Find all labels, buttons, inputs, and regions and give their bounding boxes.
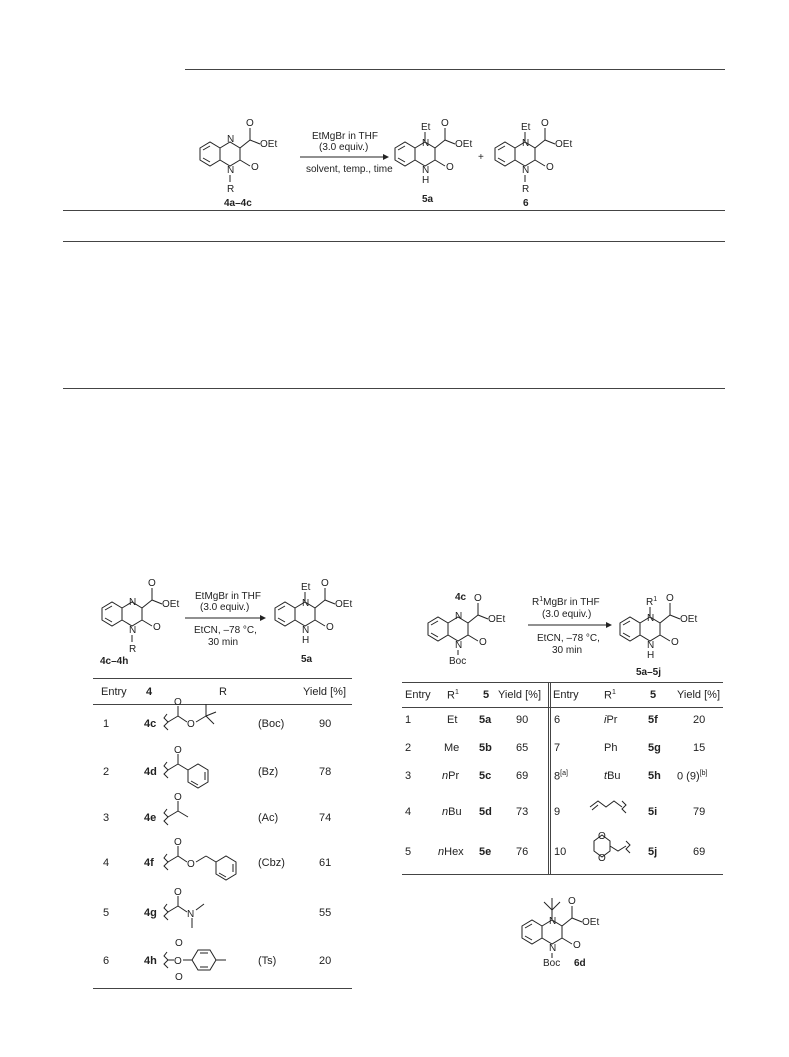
- svg-text:OEt: OEt: [555, 139, 573, 150]
- svg-text:O: O: [568, 896, 576, 907]
- svg-text:Et: Et: [521, 122, 531, 133]
- bz-structure: [164, 745, 208, 788]
- scheme1-starting-material: [200, 118, 277, 209]
- table3-header-entry: Entry: [405, 689, 431, 701]
- table3-r1: Me: [444, 742, 460, 754]
- svg-text:N: N: [647, 613, 655, 624]
- scheme1-graphic: [0, 0, 789, 220]
- svg-text:5a: 5a: [422, 194, 434, 205]
- svg-text:4c: 4c: [455, 592, 467, 603]
- table3-r1: Et: [447, 714, 458, 726]
- svg-text:(3.0 equiv.): (3.0 equiv.): [542, 609, 592, 620]
- svg-text:(3.0 equiv.): (3.0 equiv.): [200, 602, 250, 613]
- svg-text:N: N: [422, 138, 430, 149]
- table3-yield: 90: [516, 714, 529, 726]
- tosyl-structure: [164, 938, 226, 983]
- table2-compound: 4g: [144, 907, 157, 919]
- table3-yield: 69: [693, 846, 706, 858]
- svg-text:O: O: [246, 118, 254, 129]
- svg-text:N: N: [422, 165, 430, 176]
- svg-text:6: 6: [523, 198, 529, 209]
- svg-text:O: O: [175, 938, 183, 949]
- svg-text:O: O: [598, 831, 606, 842]
- svg-text:OEt: OEt: [582, 917, 600, 928]
- svg-text:O: O: [573, 940, 581, 951]
- svg-text:OEt: OEt: [455, 139, 473, 150]
- svg-text:N: N: [549, 943, 557, 954]
- svg-text:+: +: [478, 152, 484, 163]
- svg-text:O: O: [321, 578, 329, 589]
- table3-r1: tBu: [604, 770, 621, 782]
- ac-structure: [164, 792, 188, 825]
- svg-text:O: O: [446, 162, 454, 173]
- svg-text:N: N: [549, 916, 557, 927]
- svg-text:O: O: [541, 118, 549, 129]
- table2-yield: 78: [319, 766, 332, 778]
- table2-top-rule: [93, 678, 352, 679]
- table3-r1: nPr: [442, 770, 460, 782]
- table2-entry: 4: [103, 857, 110, 869]
- svg-text:O: O: [174, 745, 182, 756]
- table3-entry: 4: [405, 806, 412, 818]
- svg-text:30 min: 30 min: [208, 637, 239, 648]
- svg-text:O: O: [671, 637, 679, 648]
- table3-product: 5h: [648, 770, 661, 782]
- svg-text:O: O: [174, 887, 182, 898]
- scheme3-product: [620, 593, 697, 678]
- table2-entry: 5: [103, 907, 110, 919]
- table2-header-entry: Entry: [101, 686, 127, 698]
- scheme1-side-product: [495, 118, 572, 209]
- table2-compound: 4f: [144, 857, 154, 869]
- table3-entry: 1: [405, 714, 412, 726]
- table2-yield: 74: [319, 812, 332, 824]
- svg-text:O: O: [174, 837, 182, 848]
- table3-product: 5b: [479, 742, 492, 754]
- svg-text:N: N: [227, 134, 235, 145]
- svg-text:O: O: [326, 622, 334, 633]
- svg-text:(3.0 equiv.): (3.0 equiv.): [319, 142, 369, 153]
- svg-text:O: O: [474, 593, 482, 604]
- butenyl-structure: [590, 801, 626, 813]
- svg-text:N: N: [455, 640, 463, 651]
- table3-entry: 8[a]: [554, 770, 568, 783]
- svg-text:EtMgBr in THF: EtMgBr in THF: [195, 591, 261, 602]
- svg-text:O: O: [598, 853, 606, 864]
- table2-bottom-rule: [93, 988, 352, 989]
- table3-yield: 65: [516, 742, 529, 754]
- svg-text:OEt: OEt: [260, 139, 278, 150]
- table3-r1: nHex: [438, 846, 464, 858]
- table2-abbr: (Boc): [258, 718, 285, 730]
- svg-text:H: H: [647, 650, 655, 661]
- svg-text:R: R: [129, 644, 137, 655]
- svg-text:O: O: [148, 578, 156, 589]
- table3-product: 5d: [479, 806, 492, 818]
- table3-product: 5a: [479, 714, 492, 726]
- table3-header-product-2: 5: [650, 689, 657, 701]
- table1-subheader-rule: [63, 241, 725, 242]
- table2-compound: 4d: [144, 766, 157, 778]
- table3-yield: 73: [516, 806, 529, 818]
- svg-text:O: O: [187, 719, 195, 730]
- table2-header-yield: Yield [%]: [303, 686, 347, 698]
- scheme1-product: [395, 118, 472, 205]
- table3-r-groups: [588, 795, 668, 875]
- table3-yield: 76: [516, 846, 529, 858]
- svg-text:Boc: Boc: [449, 656, 467, 667]
- svg-text:R: R: [522, 184, 530, 195]
- svg-text:N: N: [129, 597, 137, 608]
- table3-r1: iPr: [604, 714, 618, 726]
- svg-text:solvent, temp., time: solvent, temp., time: [306, 164, 393, 175]
- svg-text:5a: 5a: [301, 654, 313, 665]
- table2-compound: 4c: [144, 718, 157, 730]
- table3-header-yield-2: Yield [%]: [677, 689, 721, 701]
- table3-header-r1: $R^1$: [447, 689, 459, 702]
- svg-text:30 min: 30 min: [552, 645, 583, 656]
- table2-entry: 3: [103, 812, 110, 824]
- svg-text:N: N: [302, 598, 310, 609]
- svg-text:O: O: [546, 162, 554, 173]
- svg-text:O: O: [666, 593, 674, 604]
- scheme2-starting-material: [100, 578, 179, 667]
- table2-abbr: (Cbz): [258, 857, 285, 869]
- svg-text:H: H: [302, 635, 310, 646]
- cbz-structure: [164, 837, 236, 880]
- compound-6d-structure: [520, 888, 640, 978]
- table2-compound: 4h: [144, 955, 157, 967]
- svg-text:N: N: [302, 625, 310, 636]
- svg-text:6d: 6d: [574, 958, 586, 969]
- table3-header-yield: Yield [%]: [498, 689, 542, 701]
- table3-product: 5f: [648, 714, 658, 726]
- svg-text:H: H: [422, 175, 430, 186]
- svg-text:EtCN, –78 °C,: EtCN, –78 °C,: [537, 633, 600, 644]
- table3-column-divider: [548, 682, 551, 874]
- table3-header-product: 5: [483, 689, 490, 701]
- table3-entry: 5: [405, 846, 412, 858]
- table3-product: 5g: [648, 742, 661, 754]
- table2-abbr: (Ac): [258, 812, 279, 824]
- table3-yield: 0 (9)[b]: [677, 770, 708, 783]
- svg-text:N: N: [522, 165, 530, 176]
- table2-abbr: (Ts): [258, 955, 277, 967]
- table3-header-entry-2: Entry: [553, 689, 579, 701]
- svg-text:4c–4h: 4c–4h: [100, 656, 129, 667]
- svg-text:N: N: [227, 165, 235, 176]
- svg-text:OEt: OEt: [680, 614, 698, 625]
- table3-entry: 7: [554, 742, 561, 754]
- svg-text:N: N: [455, 611, 463, 622]
- svg-text:EtCN, –78 °C,: EtCN, –78 °C,: [194, 625, 257, 636]
- table1-bottom-rule: [63, 388, 725, 389]
- svg-text:O: O: [479, 637, 487, 648]
- svg-text:OEt: OEt: [335, 599, 353, 610]
- table2-compound: 4e: [144, 812, 157, 824]
- table3-r1: Ph: [604, 742, 618, 754]
- svg-text:EtMgBr in THF: EtMgBr in THF: [312, 131, 378, 142]
- table3-entry: 9: [554, 806, 561, 818]
- boc-structure: [164, 697, 216, 730]
- svg-text:O: O: [187, 859, 195, 870]
- table3-top-rule: [402, 682, 723, 683]
- table2-header-r: R: [219, 686, 227, 698]
- svg-text:Et: Et: [301, 582, 311, 593]
- dioxanylethyl-structure: [594, 831, 630, 864]
- table3-yield: 20: [693, 714, 706, 726]
- table3-product: 5c: [479, 770, 492, 782]
- scheme3-graphic: [420, 585, 760, 685]
- table2-r-groups: [160, 697, 280, 983]
- svg-text:Et: Et: [421, 122, 431, 133]
- svg-text:N: N: [129, 625, 137, 636]
- table2-abbr: (Bz): [258, 766, 279, 778]
- svg-text:O: O: [153, 622, 161, 633]
- svg-text:R1MgBr in THF: $R^1MgBr$ in THF: [532, 596, 600, 608]
- table3-entry: 2: [405, 742, 412, 754]
- svg-text:N: N: [647, 640, 655, 651]
- table3-r1: nBu: [442, 806, 462, 818]
- svg-text:O: O: [174, 956, 182, 967]
- scheme2-graphic: [90, 580, 450, 680]
- table3-yield: 79: [693, 806, 706, 818]
- svg-text:O: O: [174, 697, 182, 708]
- table3-yield: 69: [516, 770, 529, 782]
- table2-header-compound: 4: [146, 686, 153, 698]
- table2-yield: 90: [319, 718, 332, 730]
- table3-header-rule: [402, 707, 723, 708]
- table2-entry: 1: [103, 718, 110, 730]
- table3-entry: 10: [554, 846, 567, 858]
- table3-header-r1-2: $R^1$: [604, 689, 616, 702]
- table3-product: 5j: [648, 846, 658, 858]
- svg-text:N: N: [522, 138, 530, 149]
- table2-entry: 2: [103, 766, 110, 778]
- svg-text:R1: $R^1$: [646, 596, 658, 608]
- svg-text:OEt: OEt: [488, 614, 506, 625]
- svg-text:O: O: [174, 792, 182, 803]
- svg-text:4a–4c: 4a–4c: [224, 198, 252, 209]
- svg-text:N: N: [187, 909, 195, 920]
- svg-text:Boc: Boc: [543, 958, 561, 969]
- scheme3-starting-material: [428, 593, 505, 667]
- table2-yield: 20: [319, 955, 332, 967]
- svg-text:O: O: [441, 118, 449, 129]
- dimethylcarbamoyl-structure: [164, 887, 204, 928]
- table3-entry: 6: [554, 714, 561, 726]
- table3-product: 5e: [479, 846, 492, 858]
- table3-bottom-rule: [402, 874, 723, 875]
- svg-text:O: O: [251, 162, 259, 173]
- table2-yield: 55: [319, 907, 332, 919]
- svg-text:OEt: OEt: [162, 599, 180, 610]
- scheme2-product: [275, 578, 352, 665]
- table2-entry: 6: [103, 955, 110, 967]
- svg-text:R: R: [227, 184, 235, 195]
- svg-text:5a–5j: 5a–5j: [636, 667, 662, 678]
- table3-entry: 3: [405, 770, 412, 782]
- table2-yield: 61: [319, 857, 332, 869]
- table3-yield: 15: [693, 742, 706, 754]
- svg-text:O: O: [175, 972, 183, 983]
- table3-product: 5i: [648, 806, 658, 818]
